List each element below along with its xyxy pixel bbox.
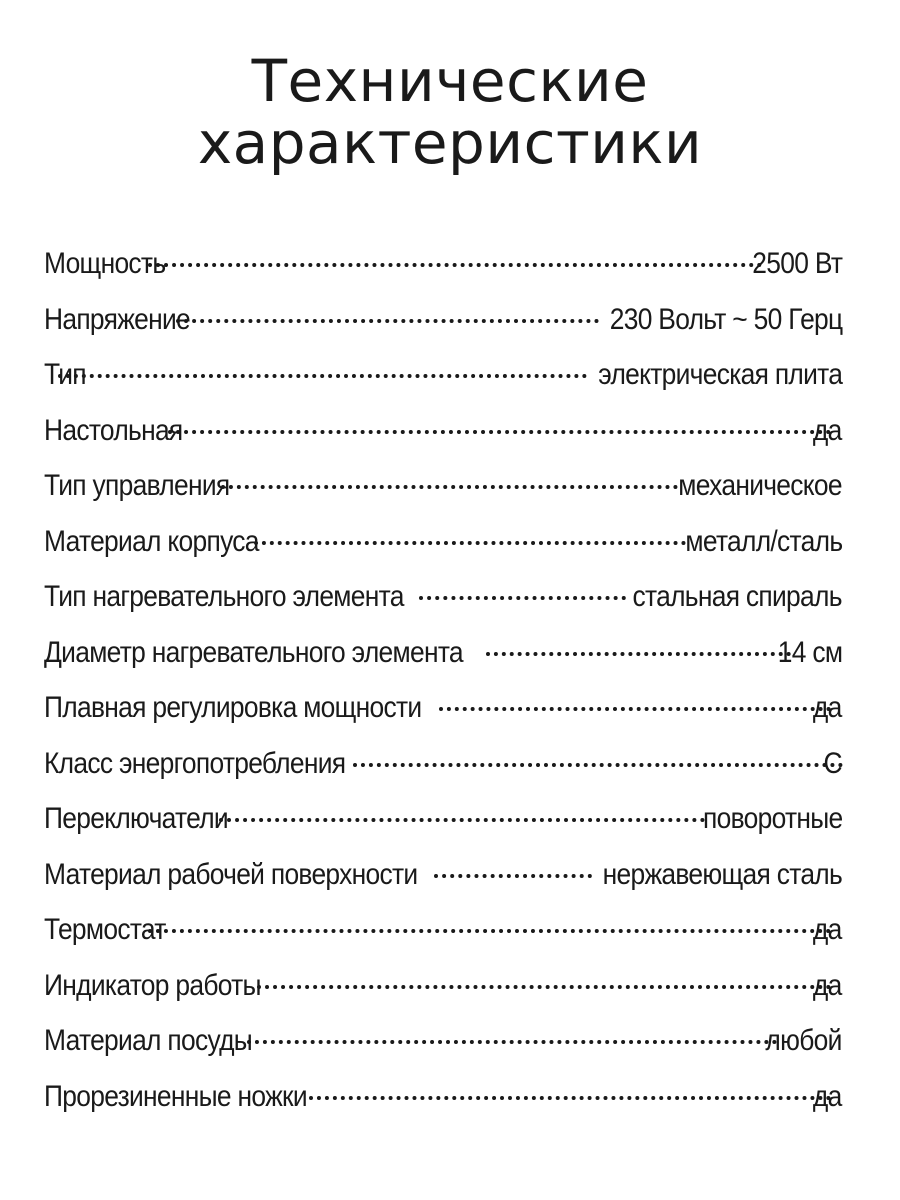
spec-value: да xyxy=(813,413,842,447)
spec-label: Материал рабочей поверхности xyxy=(44,857,418,891)
spec-value: да xyxy=(813,691,842,724)
spec-value: поворотные xyxy=(702,802,842,835)
dot-leader xyxy=(439,677,831,711)
spec-label: Индикатор работы xyxy=(44,968,261,1002)
spec-row-body-material xyxy=(44,514,842,570)
spec-row-voltage xyxy=(44,292,842,348)
spec-value: любой xyxy=(765,1024,842,1057)
spec-label: Мощность xyxy=(44,247,166,280)
spec-value: механическое xyxy=(678,469,842,502)
page-title xyxy=(0,47,900,177)
dot-leader xyxy=(257,955,832,989)
spec-label: Настольная xyxy=(44,413,183,447)
spec-list xyxy=(44,236,842,1124)
spec-label: Прорезиненные ножки xyxy=(44,1079,307,1113)
dot-leader xyxy=(221,455,678,489)
spec-label: Плавная регулировка мощности xyxy=(44,691,422,724)
spec-label: Переключатели xyxy=(44,802,228,835)
spec-label: Тип нагревательного элемента xyxy=(44,580,404,613)
page-title-line-2: характеристики xyxy=(197,109,703,177)
spec-row-tabletop xyxy=(44,403,842,459)
spec-label: Тип xyxy=(44,358,86,391)
spec-label: Материал корпуса xyxy=(44,524,259,558)
spec-row-power-indicator xyxy=(44,958,842,1014)
spec-value: да xyxy=(813,1079,842,1113)
spec-value: да xyxy=(813,913,842,946)
spec-row-switches xyxy=(44,791,842,847)
dot-leader xyxy=(219,788,705,822)
spec-row-thermostat xyxy=(44,902,842,958)
spec-row-rubber-feet xyxy=(44,1069,842,1125)
dot-leader xyxy=(419,566,626,600)
dot-leader xyxy=(148,899,831,933)
spec-label: Класс энергопотребления xyxy=(44,746,346,780)
page-title-line-1: Технические xyxy=(251,47,649,115)
spec-label: Материал посуды xyxy=(44,1024,253,1057)
spec-value: С xyxy=(823,746,842,780)
spec-label: Термостат xyxy=(44,913,166,946)
spec-value: 2500 Вт xyxy=(752,247,842,280)
spec-value: да xyxy=(813,968,842,1002)
spec-value: электрическая плита xyxy=(598,358,842,391)
spec-label: Диаметр нагревательного элемента xyxy=(44,635,463,669)
spec-row-surface-material xyxy=(44,847,842,903)
dot-leader xyxy=(254,511,685,545)
dot-leader xyxy=(309,1066,831,1100)
spec-row-smooth-power-adjustment xyxy=(44,680,842,736)
dot-leader xyxy=(247,1010,778,1044)
spec-label: Тип управления xyxy=(44,469,230,502)
spec-row-control-type xyxy=(44,458,842,514)
dot-leader xyxy=(58,344,587,378)
spec-value: 230 Вольт ~ 50 Герц xyxy=(609,302,842,336)
spec-label: Напряжение xyxy=(44,302,191,336)
dot-leader xyxy=(176,289,599,323)
dot-leader xyxy=(353,733,843,767)
spec-value: металл/сталь xyxy=(685,524,842,558)
spec-row-heating-element-diameter xyxy=(44,625,842,681)
spec-value: стальная спираль xyxy=(632,580,842,613)
dot-leader xyxy=(168,400,832,434)
spec-row-type xyxy=(44,347,842,403)
spec-value: 14 см xyxy=(777,635,842,669)
dot-leader xyxy=(486,622,790,656)
spec-row-cookware-material xyxy=(44,1013,842,1069)
spec-row-heating-element-type xyxy=(44,569,842,625)
dot-leader xyxy=(434,844,591,878)
dot-leader xyxy=(148,233,762,267)
spec-row-energy-class xyxy=(44,736,842,792)
spec-value: нержавеющая сталь xyxy=(602,857,842,891)
spec-row-power xyxy=(44,236,842,292)
